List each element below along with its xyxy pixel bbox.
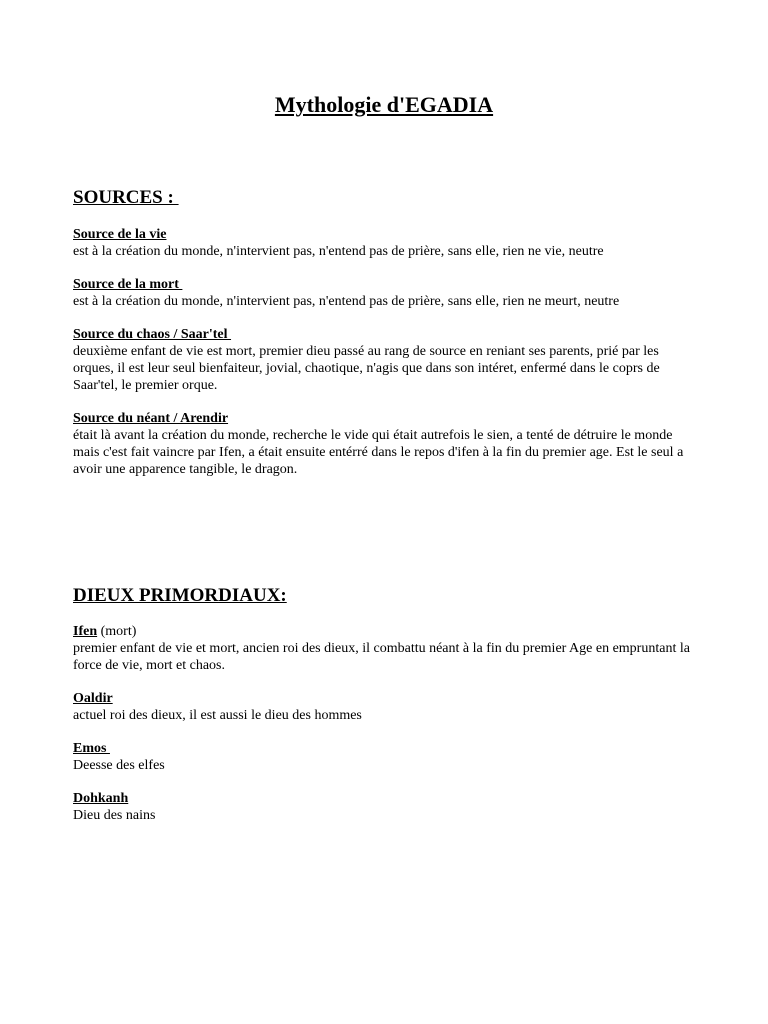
entry-description: premier enfant de vie et mort, ancien roi des dieux, il combattu néant à la fin du premier Age en empruntant la force de vie, mort et chaos. — [73, 641, 690, 673]
entry-name: Source du néant / Arendir — [73, 411, 229, 426]
entry-description: était là avant la création du monde, recherche le vide qui était autrefois le sien, a tenté de détruire le monde mais c'est fait vaincre par Ifen, a était ensuite entérré dans le repos d'ifen à la fin du premier age. Est le seul a avoir une apparence tangible, le dragon. — [73, 428, 684, 477]
source-entry-chaos — [73, 326, 698, 394]
entry-description: est à la création du monde, n'intervient pas, n'entend pas de prière, sans elle, rien ne meurt, neutre — [73, 294, 620, 309]
source-entry-neant — [73, 410, 698, 478]
entry-description: actuel roi des dieux, il est aussi le dieu des hommes — [73, 708, 362, 723]
entry-description: Deesse des elfes — [73, 758, 165, 773]
sources-heading: SOURCES : — [73, 187, 179, 208]
god-entry-ifen — [73, 623, 698, 674]
entry-description: est à la création du monde, n'intervient pas, n'entend pas de prière, sans elle, rien ne vie, neutre — [73, 244, 604, 259]
gods-heading: DIEUX PRIMORDIAUX: — [73, 585, 287, 606]
entry-description: deuxième enfant de vie est mort, premier dieu passé au rang de source en reniant ses parents, prié par les orques, il est leur seul bienfaiteur, jovial, chaotique, n'agis que dans son intéret, enfermé dans le coprs de Saar'tel, le premier orque. — [73, 344, 660, 393]
entry-note: (mort) — [97, 624, 137, 639]
document-title: Mythologie d'EGADIA — [274, 92, 494, 117]
god-entry-oaldir — [73, 690, 698, 724]
entry-description: Dieu des nains — [73, 808, 156, 823]
entry-name: Oaldir — [73, 691, 113, 706]
god-entry-emos — [73, 740, 698, 774]
source-entry-vie — [73, 226, 698, 260]
entry-name: Emos — [73, 741, 110, 756]
entry-name: Dohkanh — [73, 791, 129, 806]
entry-name: Source de la mort — [73, 277, 183, 292]
god-entry-dohkanh — [73, 790, 698, 824]
entry-name: Ifen — [73, 624, 98, 639]
entry-name: Source de la vie — [73, 227, 167, 242]
entry-name: Source du chaos / Saar'tel — [73, 327, 232, 342]
source-entry-mort — [73, 276, 698, 310]
